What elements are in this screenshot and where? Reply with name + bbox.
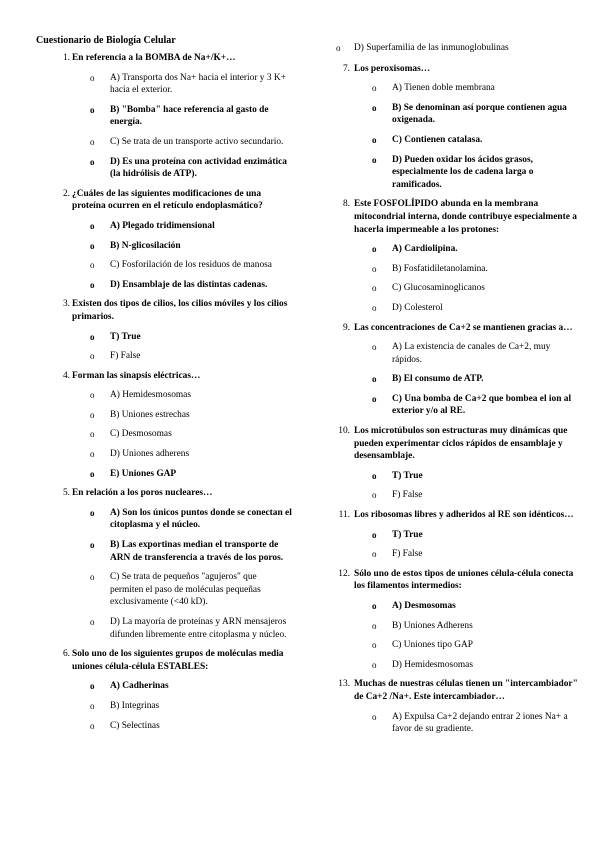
answer-option bbox=[354, 373, 578, 386]
option-text: A) Desmosomas bbox=[392, 601, 456, 611]
bullet-icon: o bbox=[372, 490, 377, 501]
left-column bbox=[30, 52, 292, 739]
bullet-icon: o bbox=[372, 283, 377, 294]
option-text: B) Las exportinas median el transporte de ARN de transferencia a través de los poros. bbox=[110, 540, 284, 563]
bullet-icon: o bbox=[336, 43, 341, 53]
question-text: En relación a los poros nucleares… bbox=[72, 488, 213, 499]
question-number: 13. bbox=[338, 679, 350, 690]
answer-option bbox=[72, 259, 292, 272]
answer-option bbox=[354, 134, 578, 147]
options-list bbox=[72, 220, 292, 291]
bullet-icon: o bbox=[90, 720, 95, 731]
options-list bbox=[354, 243, 578, 314]
option-text: D) Uniones adherens bbox=[110, 449, 190, 460]
answer-option bbox=[354, 243, 578, 256]
option-text: B) Fosfatidiletanolamina. bbox=[392, 263, 488, 274]
option-text: A) La existencia de canales de Ca+2, muy rápidos. bbox=[392, 342, 551, 365]
question-item bbox=[30, 188, 292, 292]
question-text: Sólo uno de estos tipos de uniones célula-célula conecta los filamentos intermedios: bbox=[354, 568, 574, 592]
question-text: Los microtúbulos son estructuras muy dinámicas que pueden experimentar ciclos rápidos de ensamblaje y desensamblaje. bbox=[354, 426, 568, 462]
question-number: 12. bbox=[338, 568, 350, 579]
answer-option bbox=[72, 468, 292, 481]
document-title: Cuestionario de Biología Celular bbox=[36, 35, 176, 46]
answer-option bbox=[72, 507, 292, 532]
question-item bbox=[318, 322, 578, 419]
option-text: B) "Bomba" hace referencia al gasto de energía. bbox=[110, 104, 269, 128]
option-text: B) Uniones estrechas bbox=[110, 409, 190, 420]
answer-option bbox=[354, 489, 578, 502]
question-number: 7. bbox=[342, 63, 350, 74]
question-text: Solo uno de los siguientes grupos de moléculas media uniones célula-célula ESTABLES: bbox=[72, 649, 284, 672]
bullet-icon: o bbox=[372, 620, 377, 631]
question-item bbox=[318, 198, 578, 314]
question-text: Los peroxisomas… bbox=[354, 63, 431, 74]
bullet-icon: o bbox=[372, 529, 377, 540]
question-item bbox=[30, 648, 292, 732]
option-text: C) Desmosomas bbox=[110, 429, 172, 440]
bullet-icon: o bbox=[90, 507, 95, 518]
bullet-icon: o bbox=[90, 136, 95, 147]
question-text: Las concentraciones de Ca+2 se mantienen gracias a… bbox=[354, 322, 573, 333]
bullet-icon: o bbox=[372, 263, 377, 274]
option-text: A) Son los únicos puntos donde se conectan el citoplasma y el núcleo. bbox=[110, 507, 292, 531]
question-text: Forman las sinapsis eléctricas… bbox=[72, 370, 201, 381]
options-list bbox=[354, 470, 578, 502]
option-text: F) False bbox=[392, 549, 423, 560]
question-item bbox=[30, 298, 292, 362]
answer-option bbox=[72, 409, 292, 422]
answer-option bbox=[72, 136, 292, 149]
options-list bbox=[72, 72, 292, 181]
option-text: A) Hemidesmosomas bbox=[110, 390, 191, 401]
answer-option bbox=[72, 104, 292, 129]
option-text: A) Cadherinas bbox=[110, 681, 169, 692]
options-list bbox=[72, 331, 292, 363]
question-number: 8. bbox=[342, 199, 350, 210]
question-number: 9. bbox=[342, 322, 350, 333]
bullet-icon: o bbox=[372, 134, 377, 145]
option-text: F) False bbox=[392, 490, 423, 501]
answer-option bbox=[72, 331, 292, 344]
answer-option bbox=[354, 282, 578, 295]
bullet-icon: o bbox=[90, 449, 95, 460]
question-item bbox=[318, 63, 578, 192]
option-text: T) True bbox=[392, 470, 423, 481]
question-item bbox=[30, 487, 292, 641]
answer-option bbox=[72, 680, 292, 693]
option-text: D) Hemidesmosomas bbox=[392, 659, 473, 670]
answer-option bbox=[354, 639, 578, 652]
option-text: B) El consumo de ATP. bbox=[392, 374, 484, 385]
bullet-icon: o bbox=[90, 156, 95, 167]
question-text: ¿Cuáles de las siguientes modificaciones de una proteína ocurren en el retículo endoplasmático? bbox=[72, 188, 263, 212]
answer-option bbox=[72, 389, 292, 402]
option-text: C) Fosforilación de los residuos de manosa bbox=[110, 260, 272, 271]
bullet-icon: o bbox=[372, 640, 377, 651]
option-text: D) Ensamblaje de las distintas cadenas. bbox=[110, 279, 268, 290]
bullet-icon: o bbox=[372, 601, 377, 611]
answer-option bbox=[354, 470, 578, 483]
option-text: D) Superfamilia de las inmunoglobulinas bbox=[354, 43, 509, 53]
bullet-icon: o bbox=[372, 83, 377, 94]
bullet-icon: o bbox=[372, 374, 377, 385]
bullet-icon: o bbox=[90, 390, 95, 401]
bullet-icon: o bbox=[90, 351, 95, 362]
bullet-icon: o bbox=[372, 302, 377, 313]
question-item bbox=[318, 678, 578, 735]
bullet-icon: o bbox=[90, 617, 95, 627]
option-text: D) Colesterol bbox=[392, 302, 443, 313]
option-text: A) Transporta dos Na+ hacia el interior y 3 K+ hacia el exterior. bbox=[110, 72, 286, 96]
answer-option bbox=[72, 616, 292, 641]
answer-option bbox=[72, 700, 292, 713]
bullet-icon: o bbox=[90, 572, 95, 583]
bullet-icon: o bbox=[90, 409, 95, 420]
answer-option bbox=[72, 156, 292, 181]
answer-option bbox=[72, 350, 292, 363]
answer-option bbox=[72, 571, 292, 609]
options-list bbox=[354, 600, 578, 671]
bullet-icon: o bbox=[372, 393, 377, 404]
bullet-icon: o bbox=[90, 700, 95, 711]
option-text: T) True bbox=[110, 331, 141, 342]
question-text: Existen dos tipos de cilios, los cilios móviles y los cilios primarios. bbox=[72, 299, 288, 322]
option-text: B) Uniones Adherens bbox=[392, 620, 473, 631]
answer-option bbox=[72, 539, 292, 564]
answer-option bbox=[72, 279, 292, 292]
options-list bbox=[72, 389, 292, 480]
option-text: A) Tienen doble membrana bbox=[392, 83, 495, 94]
answer-option bbox=[72, 720, 292, 733]
option-text: F) False bbox=[110, 351, 141, 362]
answer-option bbox=[354, 263, 578, 276]
question-number: 2. bbox=[62, 188, 70, 199]
option-text: D) La mayoría de proteínas y ARN mensajeros difunden libremente entre citoplasma y núcleo. bbox=[110, 617, 287, 640]
option-text: A) Plegado tridimensional bbox=[110, 220, 215, 231]
answer-option bbox=[354, 659, 578, 672]
bullet-icon: o bbox=[372, 102, 377, 113]
bullet-icon: o bbox=[372, 711, 377, 722]
option-text: D) Pueden oxidar los ácidos grasos, especialmente los de cadena larga o ramificados. bbox=[392, 154, 534, 190]
question-item bbox=[30, 370, 292, 481]
question-item bbox=[30, 52, 292, 181]
continued-option bbox=[318, 42, 578, 55]
question-number: 11. bbox=[338, 510, 350, 521]
bullet-icon: o bbox=[90, 240, 95, 251]
option-text: E) Uniones GAP bbox=[110, 468, 177, 479]
answer-option bbox=[72, 72, 292, 97]
option-text: C) Glucosaminoglicanos bbox=[392, 283, 485, 294]
option-text: C) Se trata de un transporte activo secundario. bbox=[110, 136, 284, 147]
answer-option bbox=[354, 529, 578, 542]
question-text: Los ribosomas libres y adheridos al RE son idénticos… bbox=[354, 510, 574, 521]
option-text: B) Se denominan así porque contienen agua oxigenada. bbox=[392, 102, 567, 126]
answer-option bbox=[354, 341, 578, 366]
question-item bbox=[318, 568, 578, 672]
option-text: C) Se trata de pequeños "agujeros" que permiten el paso de moléculas pequeñas exclusivamente (<40 kD). bbox=[110, 572, 261, 608]
answer-option bbox=[354, 711, 578, 736]
bullet-icon: o bbox=[372, 470, 377, 481]
option-text: C) Uniones tipo GAP bbox=[392, 640, 473, 651]
option-text: T) True bbox=[392, 529, 423, 540]
question-number: 5. bbox=[62, 488, 70, 499]
bullet-icon: o bbox=[90, 681, 95, 692]
bullet-icon: o bbox=[90, 429, 95, 440]
option-text: A) Cardiolipina. bbox=[392, 244, 458, 255]
question-number: 4. bbox=[62, 370, 70, 381]
question-text: Muchas de nuestras células tienen un "intercambiador" de Ca+2 /Na+. Este intercambiador… bbox=[354, 679, 578, 702]
answer-option bbox=[72, 448, 292, 461]
answer-option bbox=[354, 102, 578, 127]
question-number: 1. bbox=[62, 53, 70, 63]
question-number: 6. bbox=[62, 649, 70, 660]
answer-option bbox=[354, 620, 578, 633]
option-text: C) Contienen catalasa. bbox=[392, 134, 483, 145]
bullet-icon: o bbox=[90, 331, 95, 342]
answer-option bbox=[72, 240, 292, 253]
answer-option bbox=[72, 220, 292, 233]
option-text: D) Es una proteína con actividad enzimática (la hidrólisis de ATP). bbox=[110, 156, 287, 180]
bullet-icon: o bbox=[90, 104, 95, 115]
bullet-icon: o bbox=[90, 72, 95, 83]
answer-option bbox=[354, 600, 578, 613]
options-list bbox=[354, 341, 578, 418]
answer-option bbox=[354, 154, 578, 192]
option-text: C) Selectinas bbox=[110, 720, 160, 731]
bullet-icon: o bbox=[372, 549, 377, 560]
options-list bbox=[72, 507, 292, 641]
bullet-icon: o bbox=[90, 540, 95, 551]
options-list bbox=[354, 82, 578, 191]
answer-option bbox=[354, 548, 578, 561]
bullet-icon: o bbox=[372, 244, 377, 255]
option-text: C) Una bomba de Ca+2 que bombea el ion al exterior y/o al RE. bbox=[392, 393, 572, 417]
question-text: En referencia a la BOMBA de Na+/K+… bbox=[72, 53, 236, 63]
bullet-icon: o bbox=[372, 659, 377, 670]
options-list bbox=[72, 680, 292, 732]
question-text: Este FOSFOLÍPIDO abunda en la membrana mitocondrial interna, donde contribuye especialmente a hacerla impermeable a los protones: bbox=[354, 199, 577, 235]
answer-option bbox=[354, 82, 578, 95]
question-number: 3. bbox=[62, 299, 70, 310]
option-text: B) N-glicosilación bbox=[110, 240, 181, 251]
question-number: 10. bbox=[338, 426, 350, 437]
bullet-icon: o bbox=[90, 260, 95, 271]
right-column bbox=[318, 35, 578, 743]
bullet-icon: o bbox=[372, 154, 377, 165]
bullet-icon: o bbox=[90, 468, 95, 479]
question-item bbox=[318, 509, 578, 561]
bullet-icon: o bbox=[90, 220, 95, 231]
option-text: A) Expulsa Ca+2 dejando entrar 2 iones Na+ a favor de su gradiente. bbox=[392, 711, 568, 735]
answer-option bbox=[72, 428, 292, 441]
option-text: B) Integrinas bbox=[110, 700, 160, 711]
answer-option bbox=[354, 393, 578, 418]
bullet-icon: o bbox=[372, 342, 377, 353]
bullet-icon: o bbox=[90, 279, 95, 290]
answer-option bbox=[354, 302, 578, 315]
question-item bbox=[318, 425, 578, 502]
options-list bbox=[354, 711, 578, 736]
options-list bbox=[354, 529, 578, 561]
